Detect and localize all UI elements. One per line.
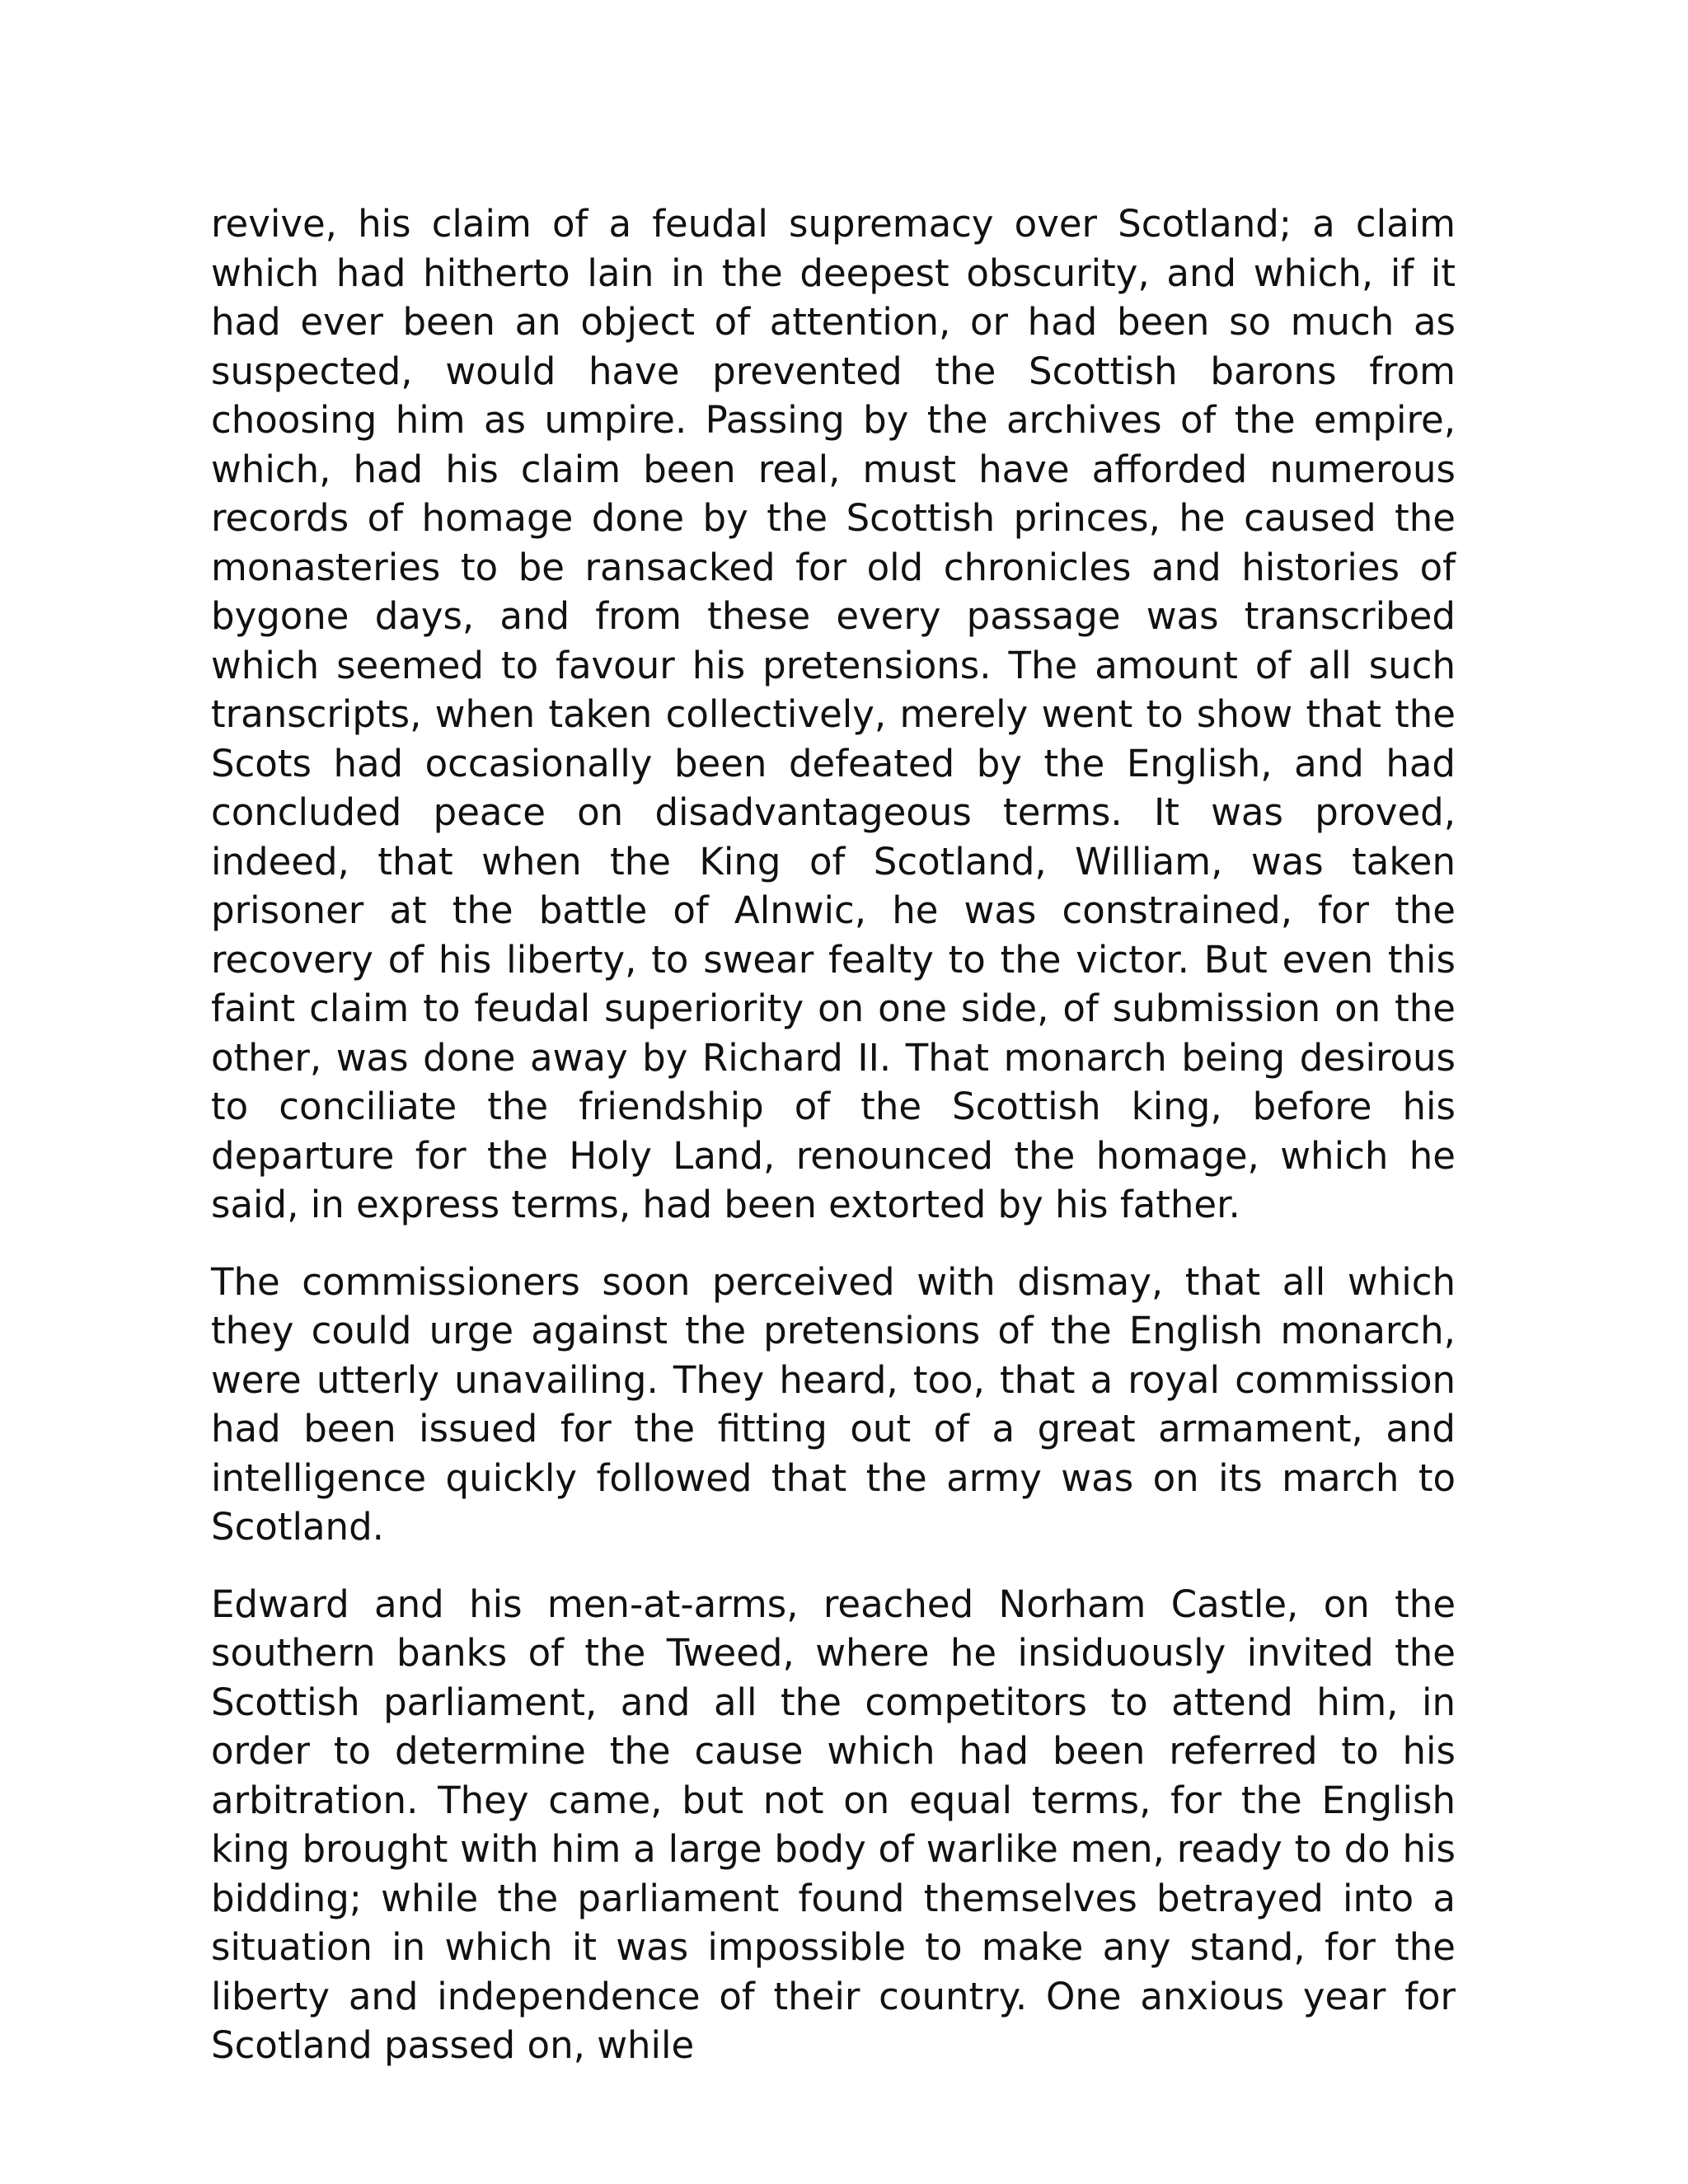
paragraph-2: The commissioners soon perceived with dismay, that all which they could urge against the pretensions of the English monarch, were utterly unavailing. They heard, too, that a royal commission had been issued for the fitting out of a great armament, and intelligence quickly followed that the army was on its march to Scotland. [211,1259,1456,1549]
paragraph-1: revive, his claim of a feudal supremacy over Scotland; a claim which had hitherto lain in the deepest obscurity, and which, if it had ever been an object of attention, or had been so much as suspected, would have prevented the Scottish barons from choosing him as umpire. Passing by the archives of the empire, which, had his claim been real, must have afforded numerous records of homage done by the Scottish princes, he caused the monasteries to be ransacked for old chronicles and histories of bygone days, and from these every passage was transcribed which seemed to favour his pretensions. The amount of all such transcripts, when taken collectively, merely went to show that the Scots had occasionally been defeated by the English, and had concluded peace on disadvantageous terms. It was proved, indeed, that when the King of Scotland, William, was taken prisoner at the battle of Alnwic, he was constrained, for the recovery of his liberty, to swear fealty to the victor. But even this faint claim to feudal superiority on one side, of submission on the other, was done away by Richard II. That monarch being desirous to conciliate the friendship of the Scottish king, before his departure for the Holy Land, renounced the homage, which he said, in express terms, had been extorted by his father. [211,202,1456,1226]
paragraph-3: Edward and his men-at-arms, reached Norham Castle, on the southern banks of the Tweed, where he insiduously invited the Scottish parliament, and all the competitors to attend him, in order to determine the cause which had been referred to his arbitration. They came, but not on equal terms, for the English king brought with him a large body of warlike men, ready to do his bidding; while the parliament found themselves betrayed into a situation in which it was impossible to make any stand, for the liberty and independence of their country. One anxious year for Scotland passed on, while [211,1582,1456,2067]
body-text [211,199,1456,2098]
